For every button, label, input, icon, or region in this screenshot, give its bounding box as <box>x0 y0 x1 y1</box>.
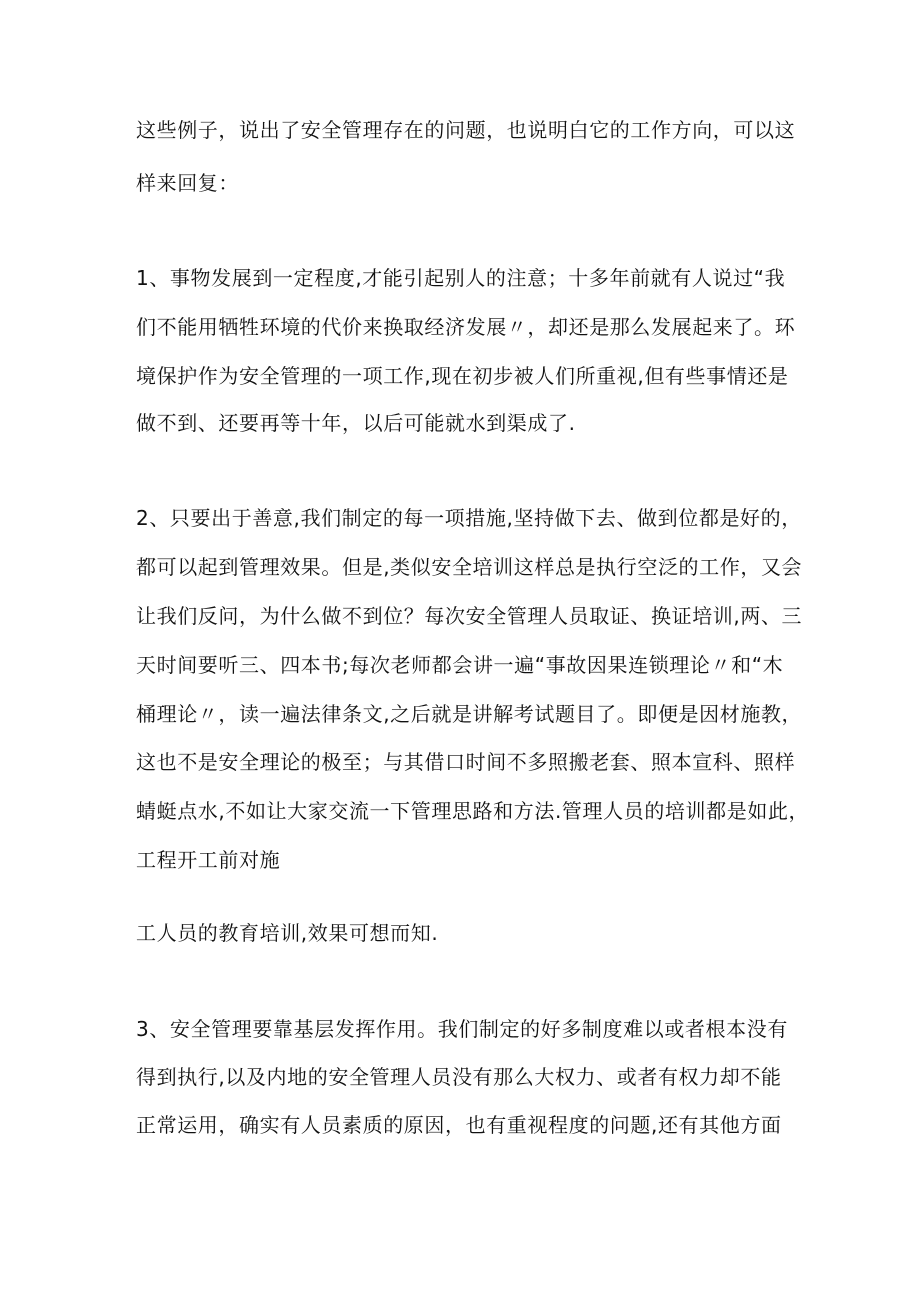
text-line: 蜻蜓点水,不如让大家交流一下管理思路和方法.管理人员的培训都是如此， <box>136 799 810 823</box>
text-line: 2、只要出于善意,我们制定的每一项措施,坚持做下去、做到位都是好的， <box>136 506 802 530</box>
text-line: 做不到、还要再等十年，以后可能就水到渠成了. <box>136 411 576 435</box>
text-line: 都可以起到管理效果。但是,类似安全培训这样总是执行空泛的工作，又会 <box>136 555 803 579</box>
text-line: 让我们反问，为什么做不到位？每次安全管理人员取证、换证培训,两、三 <box>136 604 803 628</box>
text-line: 1、事物发展到一定程度,才能引起别人的注意；十多年前就有人说过“我 <box>136 266 786 290</box>
text-line: 工程开工前对施 <box>136 848 281 872</box>
text-line: 天时间要听三、四本书;每次老师都会讲一遍“事故因果连锁理论〃和“木 <box>136 653 784 677</box>
text-line: 境保护作为安全管理的一项工作,现在初步被人们所重视,但有些事情还是 <box>136 364 789 388</box>
text-line: 桶理论〃，读一遍法律条文,之后就是讲解考试题目了。即便是因材施教， <box>136 702 803 726</box>
text-line: 们不能用牺牲环境的代价来换取经济发展〃，却还是那么发展起来了。环 <box>136 315 796 339</box>
text-line: 正常运用，确实有人员素质的原因，也有重视程度的问题,还有其他方面 <box>136 1113 782 1137</box>
text-line: 样来回复： <box>136 171 239 195</box>
text-line: 3、安全管理要靠基层发挥作用。我们制定的好多制度难以或者根本没有 <box>136 1017 788 1041</box>
text-line: 得到执行,以及内地的安全管理人员没有那么大权力、或者有权力却不能 <box>136 1065 782 1089</box>
text-line: 这些例子，说出了安全管理存在的问题，也说明白它的工作方向，可以这 <box>136 118 796 142</box>
text-line: 工人员的教育培训,效果可想而知. <box>136 921 439 945</box>
text-line: 这也不是安全理论的极至；与其借口时间不多照搬老套、照本宣科、照样 <box>136 750 796 774</box>
